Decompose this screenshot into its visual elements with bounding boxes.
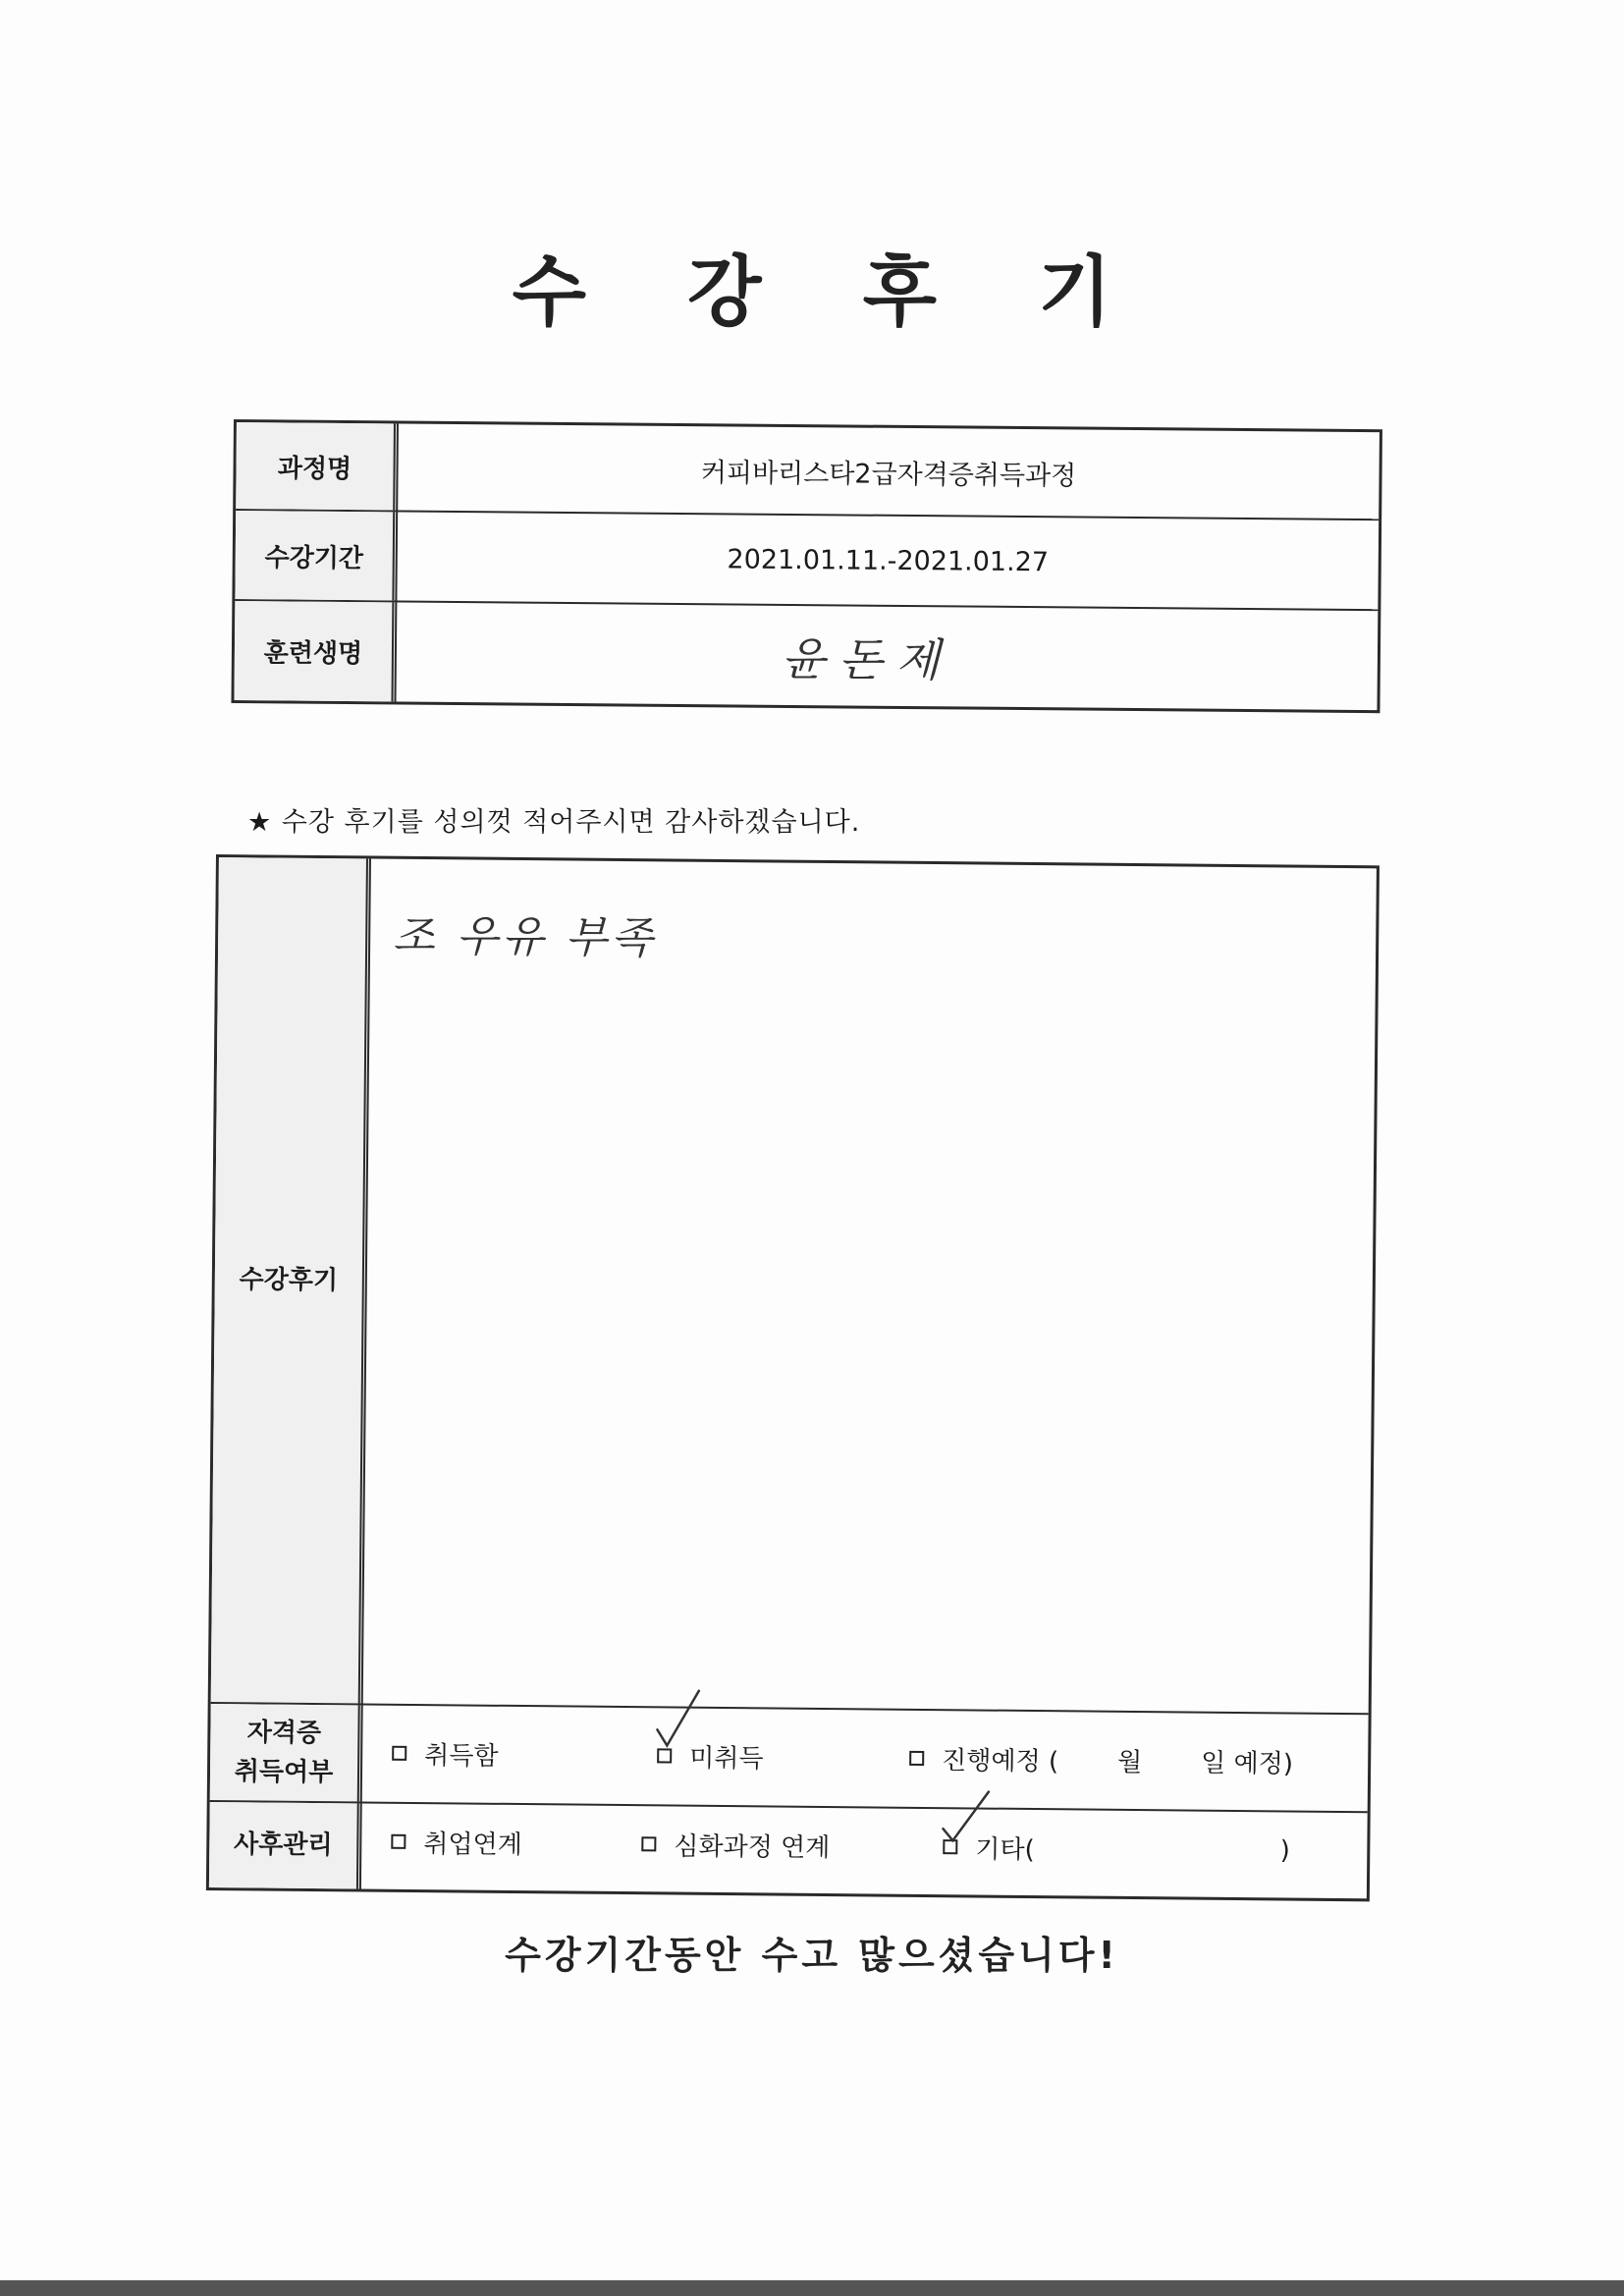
followup-option-employment[interactable]	[391, 1824, 522, 1861]
cert-option-obtained-label: 취득함	[424, 1741, 499, 1772]
notice-text: ★ 수강 후기를 성의껏 적어주시면 감사하겠습니다.	[247, 807, 861, 838]
followup-label: 사후관리	[209, 1802, 362, 1888]
checkbox-icon[interactable]	[641, 1836, 656, 1851]
page-title: 수 강 후 기	[512, 248, 1150, 337]
checkbox-icon[interactable]	[392, 1746, 406, 1761]
divider	[211, 1702, 1369, 1715]
closing-message: 수강기간동안 수고 많으셨습니다!	[505, 1934, 1119, 1977]
cert-option-day-label: 일 예정)	[1201, 1748, 1294, 1779]
course-period-label: 수강기간	[235, 511, 398, 600]
course-period-value: 2021.01.11.-2021.01.27	[727, 543, 1050, 577]
review-table	[206, 854, 1380, 1901]
trainee-name-label: 훈련생명	[235, 601, 398, 701]
course-name-row	[236, 422, 1380, 520]
followup-option-employment-label: 취업연계	[423, 1830, 522, 1861]
followup-option-other-label: 기타(	[975, 1834, 1035, 1866]
course-name-label: 과정명	[236, 422, 399, 510]
cert-option-month-label: 월	[1116, 1747, 1143, 1778]
trainee-name-row	[235, 601, 1379, 710]
certificate-status-label	[210, 1704, 363, 1801]
trainee-name-handwritten: 윤돈제	[781, 631, 954, 686]
course-name-value: 커피바리스타2급자격증취득과정	[700, 457, 1077, 491]
certificate-label-line1: 자격증	[246, 1718, 322, 1748]
cert-option-not-obtained-label: 미취득	[689, 1743, 764, 1775]
followup-option-advanced-course[interactable]	[641, 1826, 830, 1864]
cert-option-in-progress[interactable]	[909, 1740, 1293, 1780]
review-handwritten-text: 조 우유 부족	[392, 910, 657, 964]
followup-option-other-close: )	[1279, 1834, 1291, 1866]
checkbox-icon[interactable]	[909, 1751, 924, 1766]
course-info-table	[231, 419, 1381, 713]
check-mark-icon	[939, 1787, 999, 1847]
cert-option-obtained[interactable]	[392, 1735, 499, 1773]
cert-option-not-obtained[interactable]	[657, 1737, 764, 1775]
checkbox-icon[interactable]	[391, 1834, 406, 1849]
followup-option-other[interactable]	[943, 1829, 1290, 1868]
course-period-row	[235, 511, 1379, 611]
certificate-label-line2: 취득여부	[234, 1757, 334, 1788]
check-mark-icon	[651, 1686, 711, 1752]
divider	[210, 1800, 1368, 1813]
followup-option-advanced-course-label: 심화과정 연계	[674, 1831, 831, 1864]
scan-edge	[0, 2280, 1624, 2296]
review-label: 수강후기	[211, 857, 371, 1703]
cert-option-in-progress-label: 진행예정 (	[942, 1746, 1059, 1777]
